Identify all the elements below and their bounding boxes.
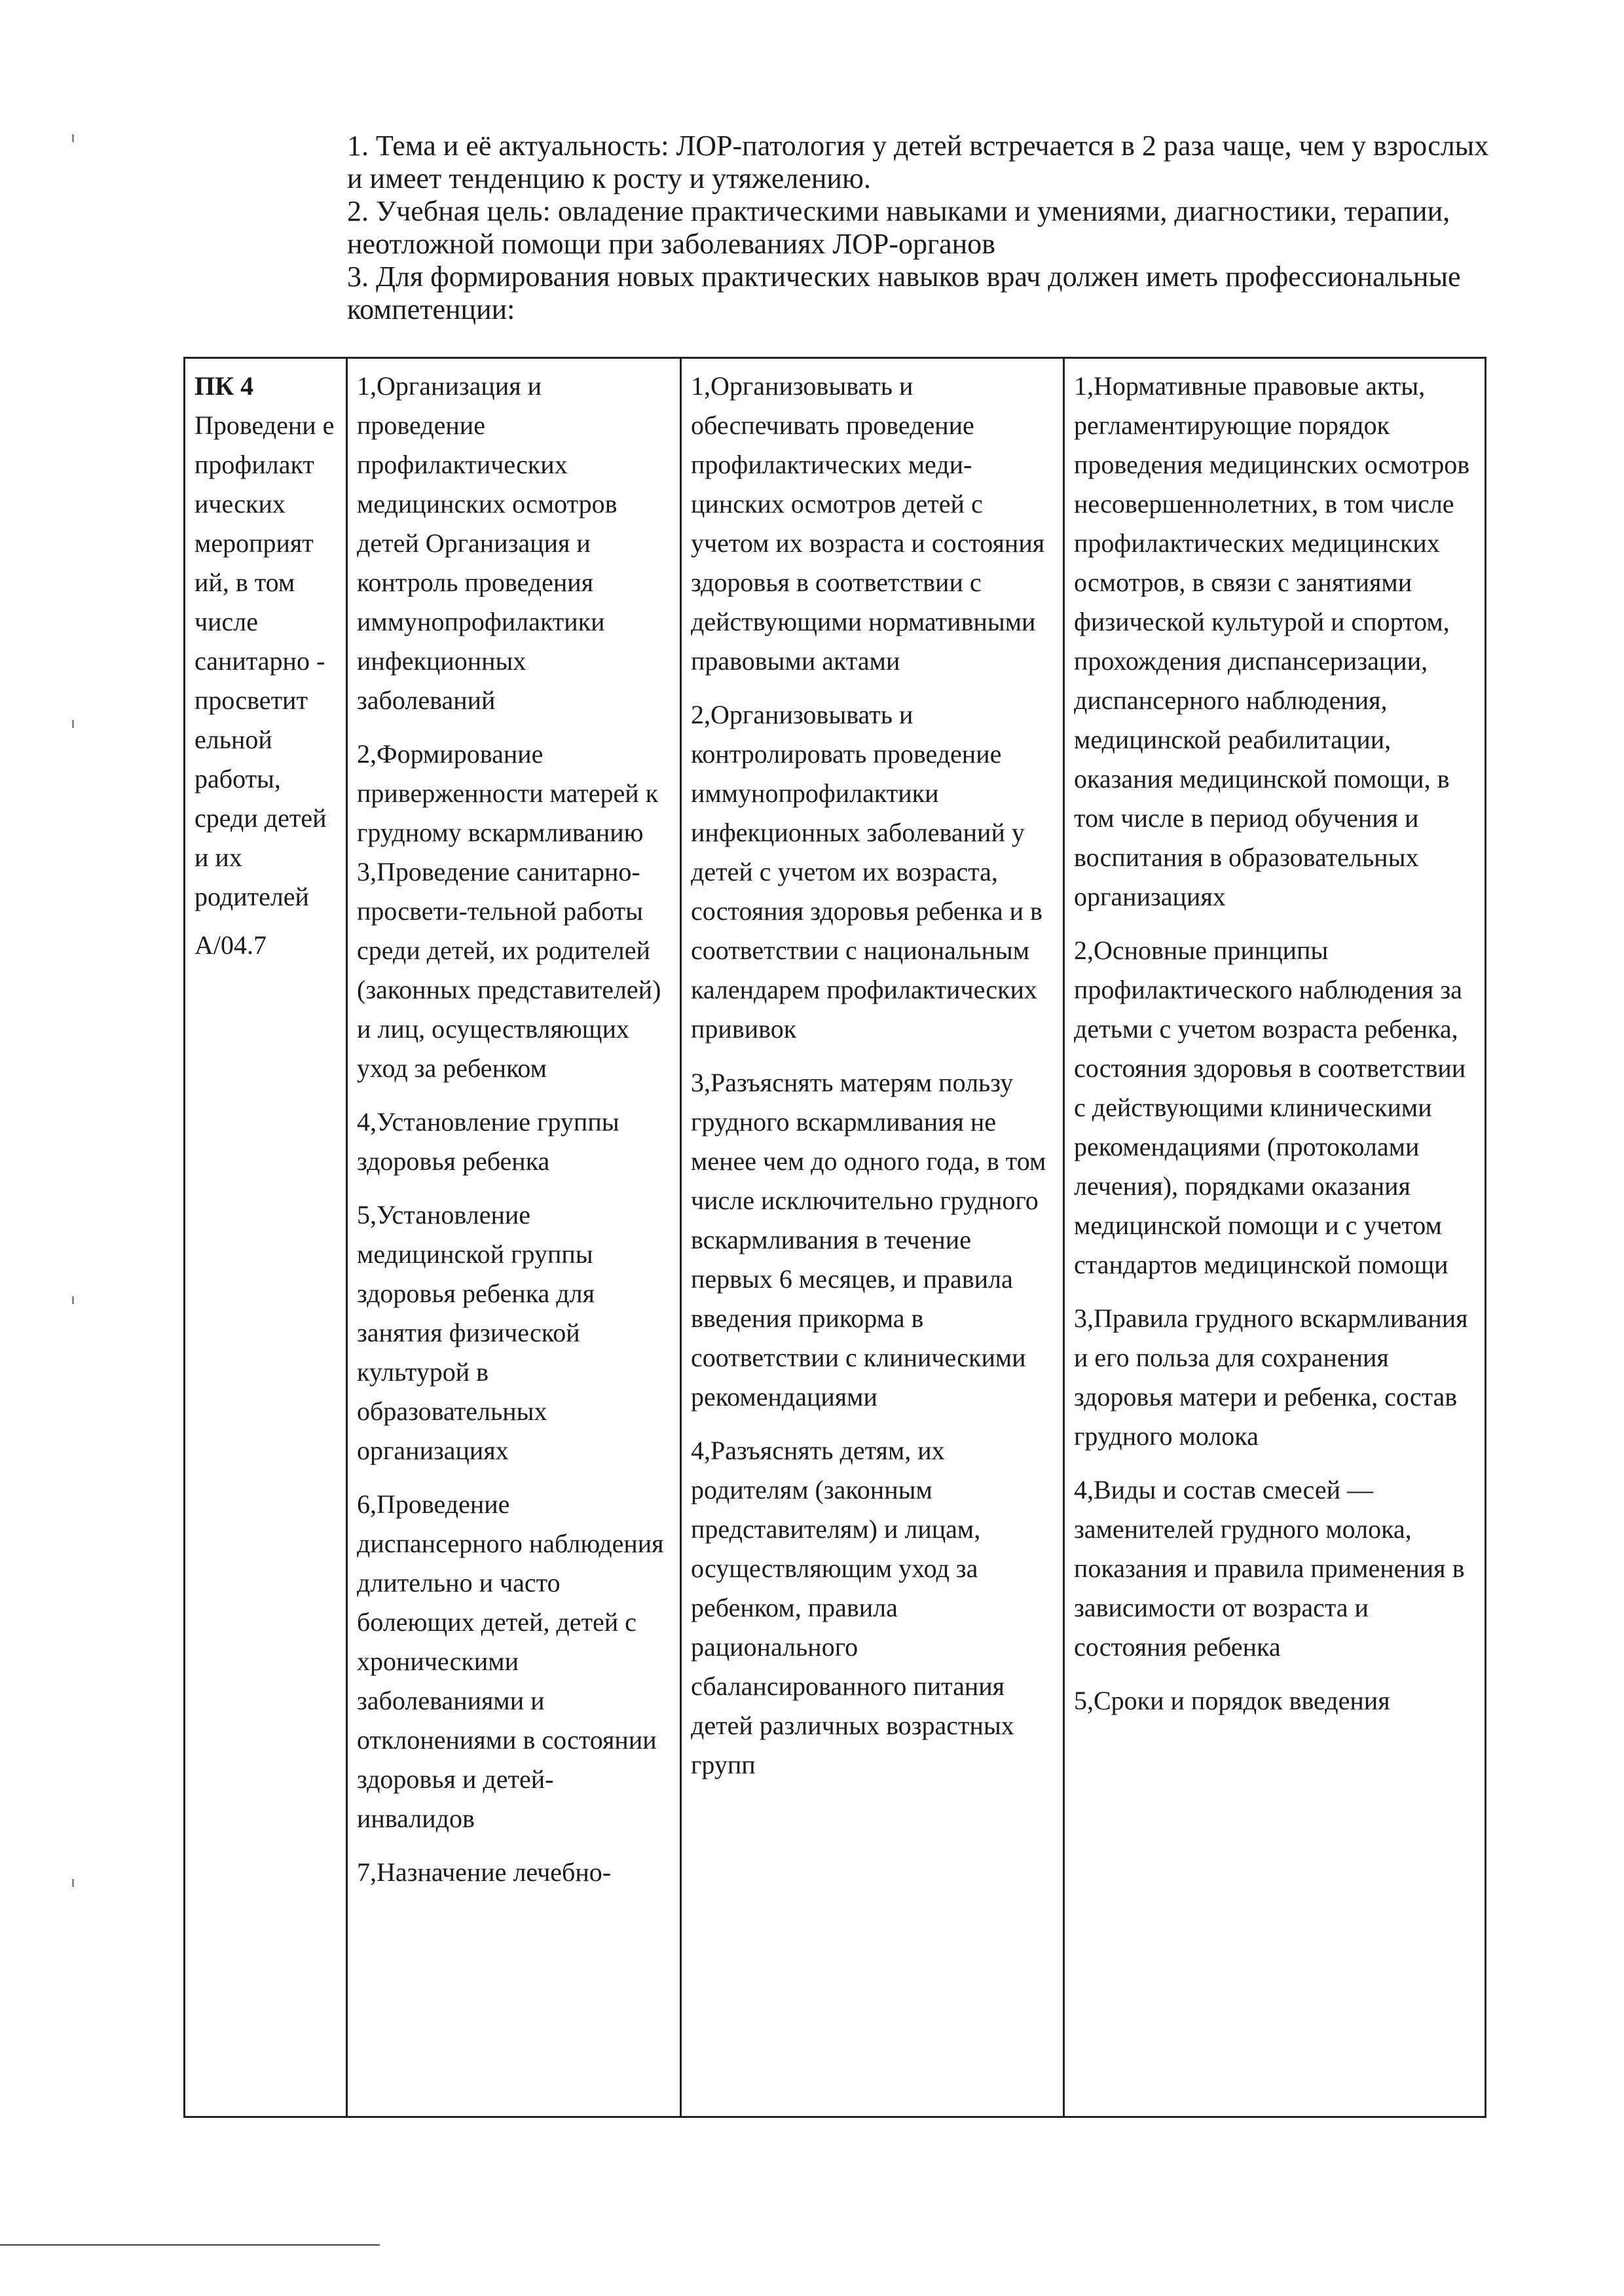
knowledge-item: 2,Основные принципы профилактического наблюдения за детьми с учетом возраста ребенка, состояния здоровья в соответствии с действующими клиническими рекомендациями (протоколами лечения), порядками оказания медицинской помощи и с учетом стандартов медицинской помощи <box>1074 936 1466 1279</box>
competence-code: ПК 4 <box>194 371 254 401</box>
knowledge-item: 1,Нормативные правовые акты, регламентирующие порядок проведения медицинских осмотров несовершеннолетних, в том числе профилактических медицинских осмотров, в связи с занятиями физической культурой и спортом, прохождения диспансеризации, диспансерного наблюдения, медицинской реабилитации, оказания медицинской помощи, в том числе в период обучения и воспитания в образовательных организациях <box>1074 371 1470 911</box>
column-skills <box>680 359 1063 2116</box>
scan-artifact <box>72 134 74 142</box>
skill-item: 3,Разъяснять матерям пользу грудного вскармливания не менее чем до одного года, в том числе исключительно грудного вскармливания в течение первых 6 месяцев, и правила введения прикорма в соответствии с клиническими рекомендациями <box>691 1068 1046 1412</box>
skill-item: 2,Организовывать и контролировать проведение иммунопрофилактики инфекционных заболеваний у детей с учетом их возраста, состояния здоровья ребенка и в соответствии с национальным календарем профилактических прививок <box>691 700 1043 1044</box>
knowledge-item: 5,Сроки и порядок введения <box>1074 1686 1390 1715</box>
competence-title: Проведени е профилакт ических мероприят ий, в том числе санитарно - просветит ельной работы, среди детей и их родителей <box>194 410 335 911</box>
intro-block <box>347 130 1500 326</box>
knowledge-item: 3,Правила грудного вскармливания и его польза для сохранения здоровья матери и ребенка, состав грудного молока <box>1074 1303 1468 1451</box>
footer-rule <box>0 2244 380 2246</box>
goal-line: 2. Учебная цель: овладение практическими навыками и умениями, диагностики, терапии, неотложной помощи при заболеваниях ЛОР-органов <box>347 195 1450 260</box>
skill-item: 4,Разъяснять детям, их родителям (законным представителям) и лицам, осуществляющим уход за ребенком, правила рационального сбалансированного питания детей различных возрастных групп <box>691 1436 1014 1779</box>
column-actions <box>346 359 680 2116</box>
action-item: 4,Установление группы здоровья ребенка <box>357 1107 619 1176</box>
skill-item: 1,Организовывать и обеспечивать проведение профилактических меди-цинских осмотров детей с учетом их возраста и состояния здоровья в соответствии с действующими нормативными правовыми актами <box>691 371 1045 676</box>
scan-artifact <box>72 1879 74 1887</box>
action-item: 1,Организация и проведение профилактических медицинских осмотров детей Организация и контроль проведения иммунопрофилактики инфекционных заболеваний <box>357 371 618 715</box>
function-code: А/04.7 <box>194 930 267 960</box>
competence-line: 3. Для формирования новых практических навыков врач должен иметь профессиональные компетенции: <box>347 261 1461 325</box>
topic-line: 1. Тема и её актуальность: ЛОР-патология у детей встречается в 2 раза чаще, чем у взрослых и имеет тенденцию к росту и утяжелению. <box>347 130 1489 194</box>
scan-artifact <box>72 1296 74 1304</box>
action-item: 5,Установление медицинской группы здоровья ребенка для занятия физической культурой в образовательных организациях <box>357 1200 595 1465</box>
scan-artifact <box>72 720 74 728</box>
column-competence-code <box>185 359 346 2116</box>
knowledge-item: 4,Виды и состав смесей — заменителей грудного молока, показания и правила применения в зависимости от возраста и состояния ребенка <box>1074 1475 1465 1662</box>
action-item: 7,Назначение лечебно- <box>357 1857 612 1887</box>
column-knowledge <box>1063 359 1485 2116</box>
competence-table <box>183 357 1486 2118</box>
action-item: 6,Проведение диспансерного наблюдения длительно и часто болеющих детей, детей с хроническими заболеваниями и отклонениями в состоянии здоровья и детей-инвалидов <box>357 1489 664 1833</box>
action-item: 2,Формирование приверженности матерей к грудному вскармливанию 3,Проведение санитарно-просвети-тельной работы среди детей, их родителей (законных представителей) и лиц, осуществляющих уход за ребенком <box>357 739 661 1083</box>
